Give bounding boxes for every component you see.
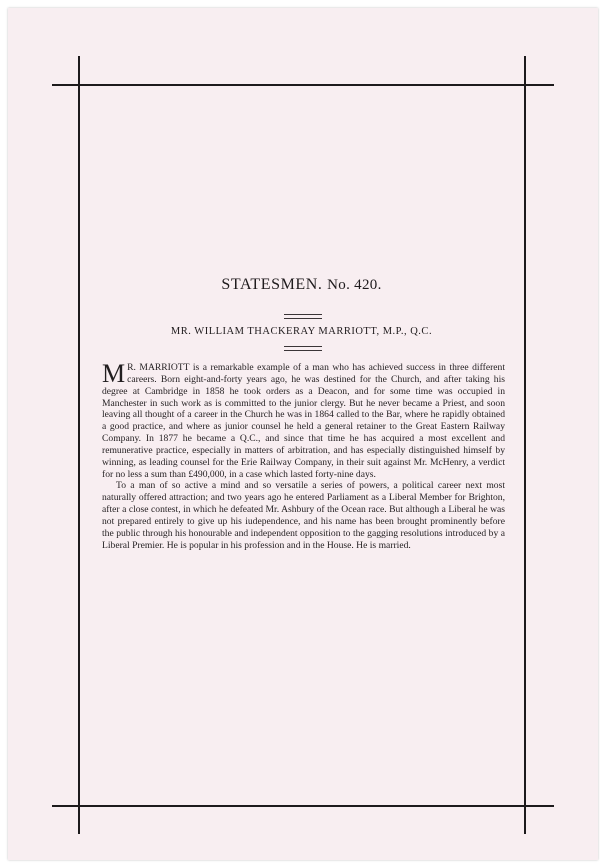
paragraph-1 — [102, 359, 505, 480]
subtitle: MR. WILLIAM THACKERAY MARRIOTT, M.P., Q.C. — [170, 326, 433, 337]
page-sheet — [8, 8, 598, 860]
top-border-rule — [52, 84, 554, 86]
bottom-border-rule — [52, 805, 554, 807]
paragraph-2: To a man of so active a mind and so versatile a series of powers, a political career next most naturally offered attraction; and two years ago he entered Parliament as a Liberal Member for Brighton, after a close contest, in which he defeated Mr. Ashbury of the Ocean race. But although a Liberal he was not prepared entirely to give up his iudependence, and his name has been brought prominently before the public through his honourable and independent opposition to the gagging resolutions introduced by a Liberal Premier. He is popular in his profession and in the House. He is married. — [102, 480, 505, 551]
paragraph-1-text: R. MARRIOTT is a remarkable example of a man who has achieved success in three different careers. Born eight-and-forty years ago, he was destined for the Church, and after taking his degree at Cambridge in 1858 he took orders as a Deacon, and for some time was occupied in Manchester in such work as is committed to the junior clergy. But he never became a Priest, and soon leaving all thought of a career in the Church he was in 1864 called to the Bar, where he rapidly obtained a good practice, and where as junior counsel he held a general retainer to the Great Eastern Railway Company. In 1877 he became a Q.C., and since that time he has acquired a most excellent and remunerative practice, especially in matters of arbitration, and has especially distinguished himself by winning, as leading counsel for the Erie Railway Company, in their suit against Mr. McHenry, a verdict for no less a sum than £490,000, in a case which lasted forty-nine days. — [102, 362, 505, 480]
title-number: No. 420. — [327, 277, 382, 293]
drop-cap: M — [102, 359, 126, 388]
article-body — [102, 359, 505, 552]
title-ornament-rule — [284, 314, 322, 319]
subtitle-ornament-rule — [284, 346, 322, 351]
right-border-rule — [524, 56, 526, 834]
left-border-rule — [78, 56, 80, 834]
page-title — [78, 276, 525, 294]
title-main: STATESMEN. — [221, 276, 323, 293]
